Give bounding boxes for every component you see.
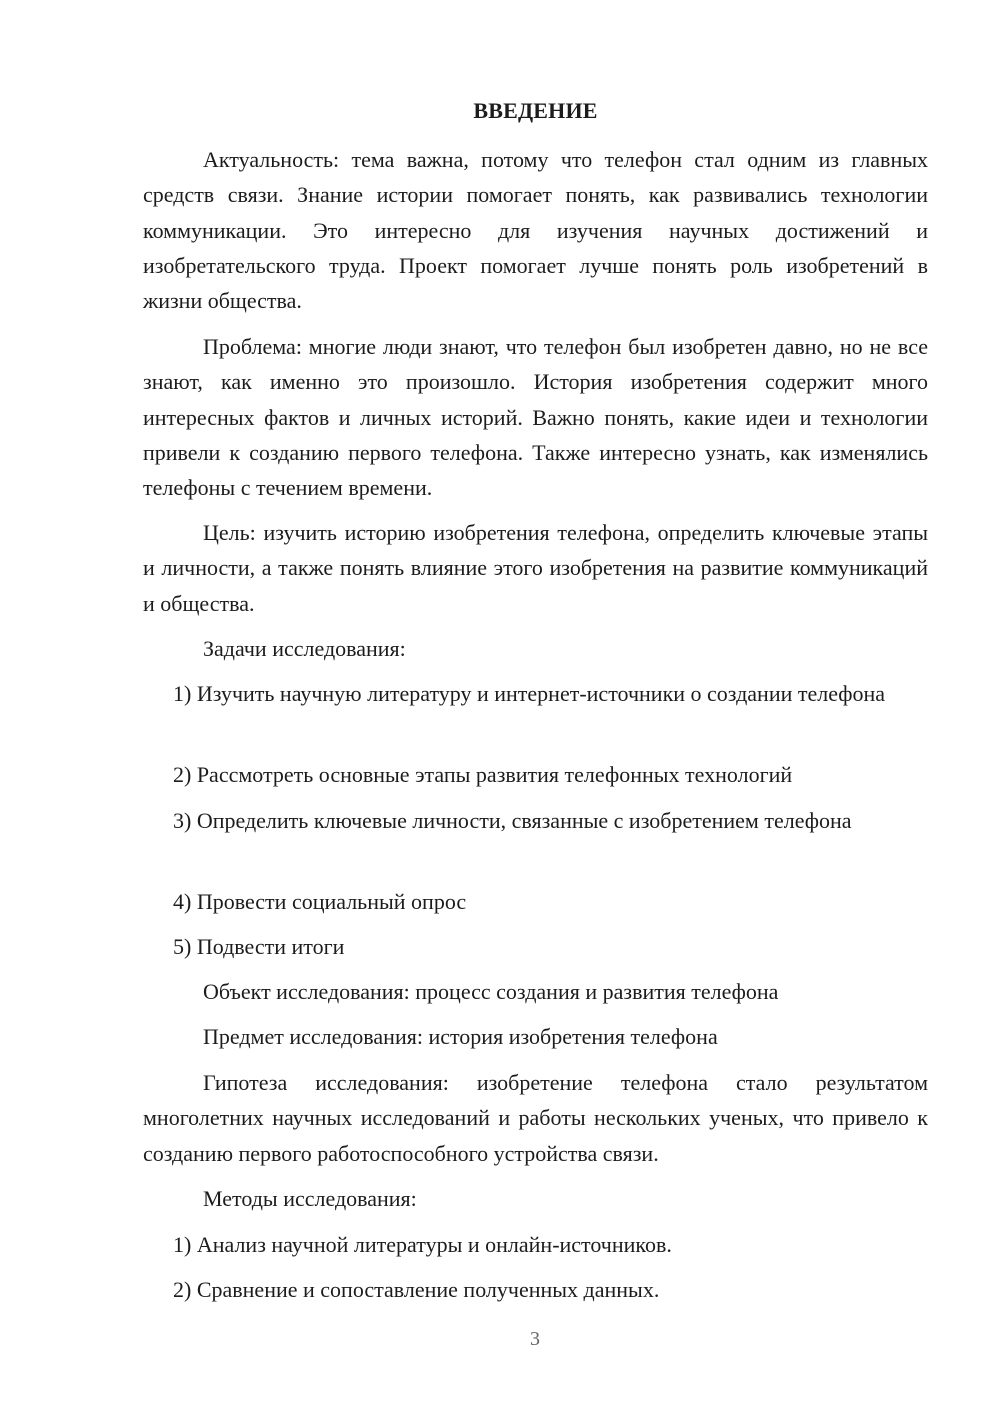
task-item-5: 5) Подвести итоги [173, 934, 345, 959]
methods-heading: Методы исследования: [203, 1186, 417, 1211]
hypothesis-paragraph: Гипотеза исследования: изобретение телефона стало результатом многолетних научных исследований и работы нескольких ученых, что привело к созданию первого работоспособного устройства связи. [143, 1070, 928, 1166]
object-paragraph: Объект исследования: процесс создания и развития телефона [203, 979, 779, 1004]
goal-paragraph: Цель: изучить историю изобретения телефона, определить ключевые этапы и личности, а также понять влияние этого изобретения на развитие коммуникаций и общества. [143, 520, 928, 616]
section-title: ВВЕДЕНИЕ [473, 98, 598, 123]
problem-paragraph: Проблема: многие люди знают, что телефон был изобретен давно, но не все знают, как именно это произошло. История изобретения содержит много интересных фактов и личных историй. Важно понять, какие идеи и технологии привели к созданию первого телефона. Также интересно узнать, как изменялись телефоны с течением времени. [143, 334, 928, 501]
task-item-1: 1) Изучить научную литературу и интернет-источники о создании телефона [173, 681, 886, 706]
method-item-2: 2) Сравнение и сопоставление полученных данных. [173, 1277, 660, 1302]
task-item-3: 3) Определить ключевые личности, связанные с изобретением телефона [173, 808, 852, 833]
tasks-heading: Задачи исследования: [203, 636, 406, 661]
subject-paragraph: Предмет исследования: история изобретения телефона [203, 1024, 718, 1049]
relevance-paragraph: Актуальность: тема важна, потому что телефон стал одним из главных средств связи. Знание истории помогает понять, как развивались технологии коммуникации. Это интересно для изучения научных достижений и изобретательского труда. Проект помогает лучше понять роль изобретений в жизни общества. [143, 147, 928, 314]
method-item-1: 1) Анализ научной литературы и онлайн-источников. [173, 1232, 672, 1257]
task-item-4: 4) Провести социальный опрос [173, 889, 467, 914]
page-number: 3 [530, 1328, 540, 1350]
task-item-2: 2) Рассмотреть основные этапы развития телефонных технологий [173, 762, 793, 787]
